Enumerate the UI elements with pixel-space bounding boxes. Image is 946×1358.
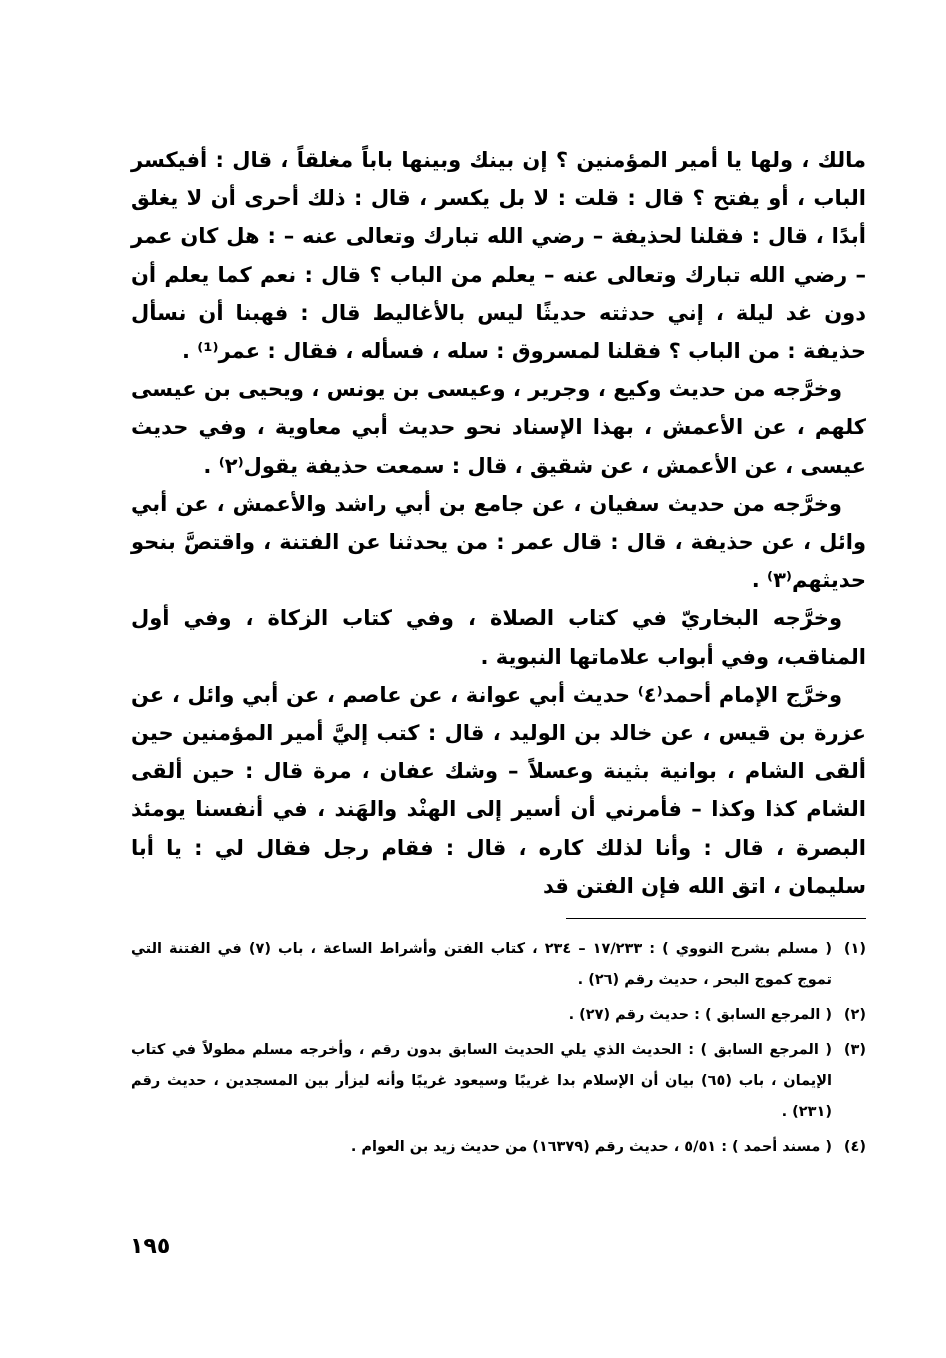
paragraph: وخرَّجه من حديث سفيان ، عن جامع بن أبي راشد والأعمش ، عن أبي وائل ، عن حذيفة ، قال : قال عمر : من يحدثنا عن الفتنة ، واقتصَّ بنحو حديثهم⁽٣⁾ . [131, 491, 866, 593]
paragraph: وخرَّج الإمام أحمد⁽٤⁾ حديث أبي عوانة ، عن عاصم ، عن أبي وائل ، عن عزرة بن قيس ، عن خالد بن الوليد ، قال : كتب إليَّ أمير المؤمنين حين ألقى الشام ، بوانية بثينة وعسلاً – وشك عفان ، مرة قال : حين ألقى الشام كذا وكذا – فأمرني أن أسير إلى الهنْد والهَند ، في أنفسنا يومئذ البصرة ، قال : وأنا لذلك كاره ، قال : فقام رجل فقال لي : يا أبا سليمان ، اتق الله فإن الفتن قد [131, 682, 866, 898]
footnote-number: (٣) [843, 1042, 866, 1058]
paragraph: وخرَّجه البخاريّ في كتاب الصلاة ، وفي كتاب الزكاة ، وفي أول المناقب، وفي أبواب علاماتها النبوية . [131, 606, 866, 669]
main-text [131, 141, 866, 905]
footnote-number: (١) [843, 941, 867, 957]
footnote [131, 1035, 866, 1128]
footnote [131, 934, 866, 996]
footnote [131, 1000, 866, 1031]
paragraph: وخرَّجه من حديث وكيع ، وجرير ، وعيسى بن يونس ، ويحيى بن عيسى كلهم ، عن الأعمش ، بهذا الإسناد نحو حديث أبي معاوية ، وفي حديث عيسى ، عن الأعمش ، عن شقيق ، قال : سمعت حذيفة يقول⁽٢⁾ . [131, 377, 866, 478]
footnote-text: ( المرجع السابق ) : الحديث الذي يلي الحديث السابق بدون رقم ، وأخرجه مسلم مطولاً في كتاب الإيمان ، باب (٦٥) بيان أن الإسلام بدا غريبًا وسيعود غريبًا وأنه ليزأر بين المسجدين ، حديث رقم (٢٣١) . [131, 1042, 832, 1120]
footnote-text: ( المرجع السابق ) : حديث رقم (٢٧) . [568, 1007, 832, 1023]
footnote-divider [566, 918, 866, 919]
footnote-number: (٤) [843, 1139, 866, 1155]
paragraph: مالك ، ولها يا أمير المؤمنين ؟ إن بينك وبينها باباً مغلقاً ، قال : أفيكسر الباب ، أو يفتح ؟ قال : قلت : لا بل يكسر ، قال : ذلك أحرى أن لا يغلق أبدًا ، قال : فقلنا لحذيفة – رضي الله تبارك وتعالى عنه – : هل كان عمر – رضي الله تبارك وتعالى عنه – يعلم من الباب ؟ قال : نعم كما يعلم أن دون غد ليلة ، إني حدثته حديثًا ليس بالأغاليط قال : فهبنا أن نسأل حذيفة : من الباب ؟ فقلنا لمسروق : سله ، فسأله ، فقال : عمر⁽¹⁾ . [131, 148, 866, 364]
footnote-number: (٢) [843, 1007, 866, 1023]
footnote-text: ( مسلم بشرح النووي ) : ١٧/٢٣٣ – ٢٣٤ ، كتاب الفتن وأشراط الساعة ، باب (٧) في الفتنة التي تموج كموج البحر ، حديث رقم (٢٦) . [131, 941, 833, 988]
footnote-text: ( مسند أحمد ) : ٥/٥١ ، حديث رقم (١٦٣٧٩) من حديث زيد بن العوام . [350, 1139, 832, 1155]
footnotes [131, 934, 866, 1167]
footnote [131, 1132, 866, 1163]
page-number: ١٩٥ [130, 1234, 171, 1259]
